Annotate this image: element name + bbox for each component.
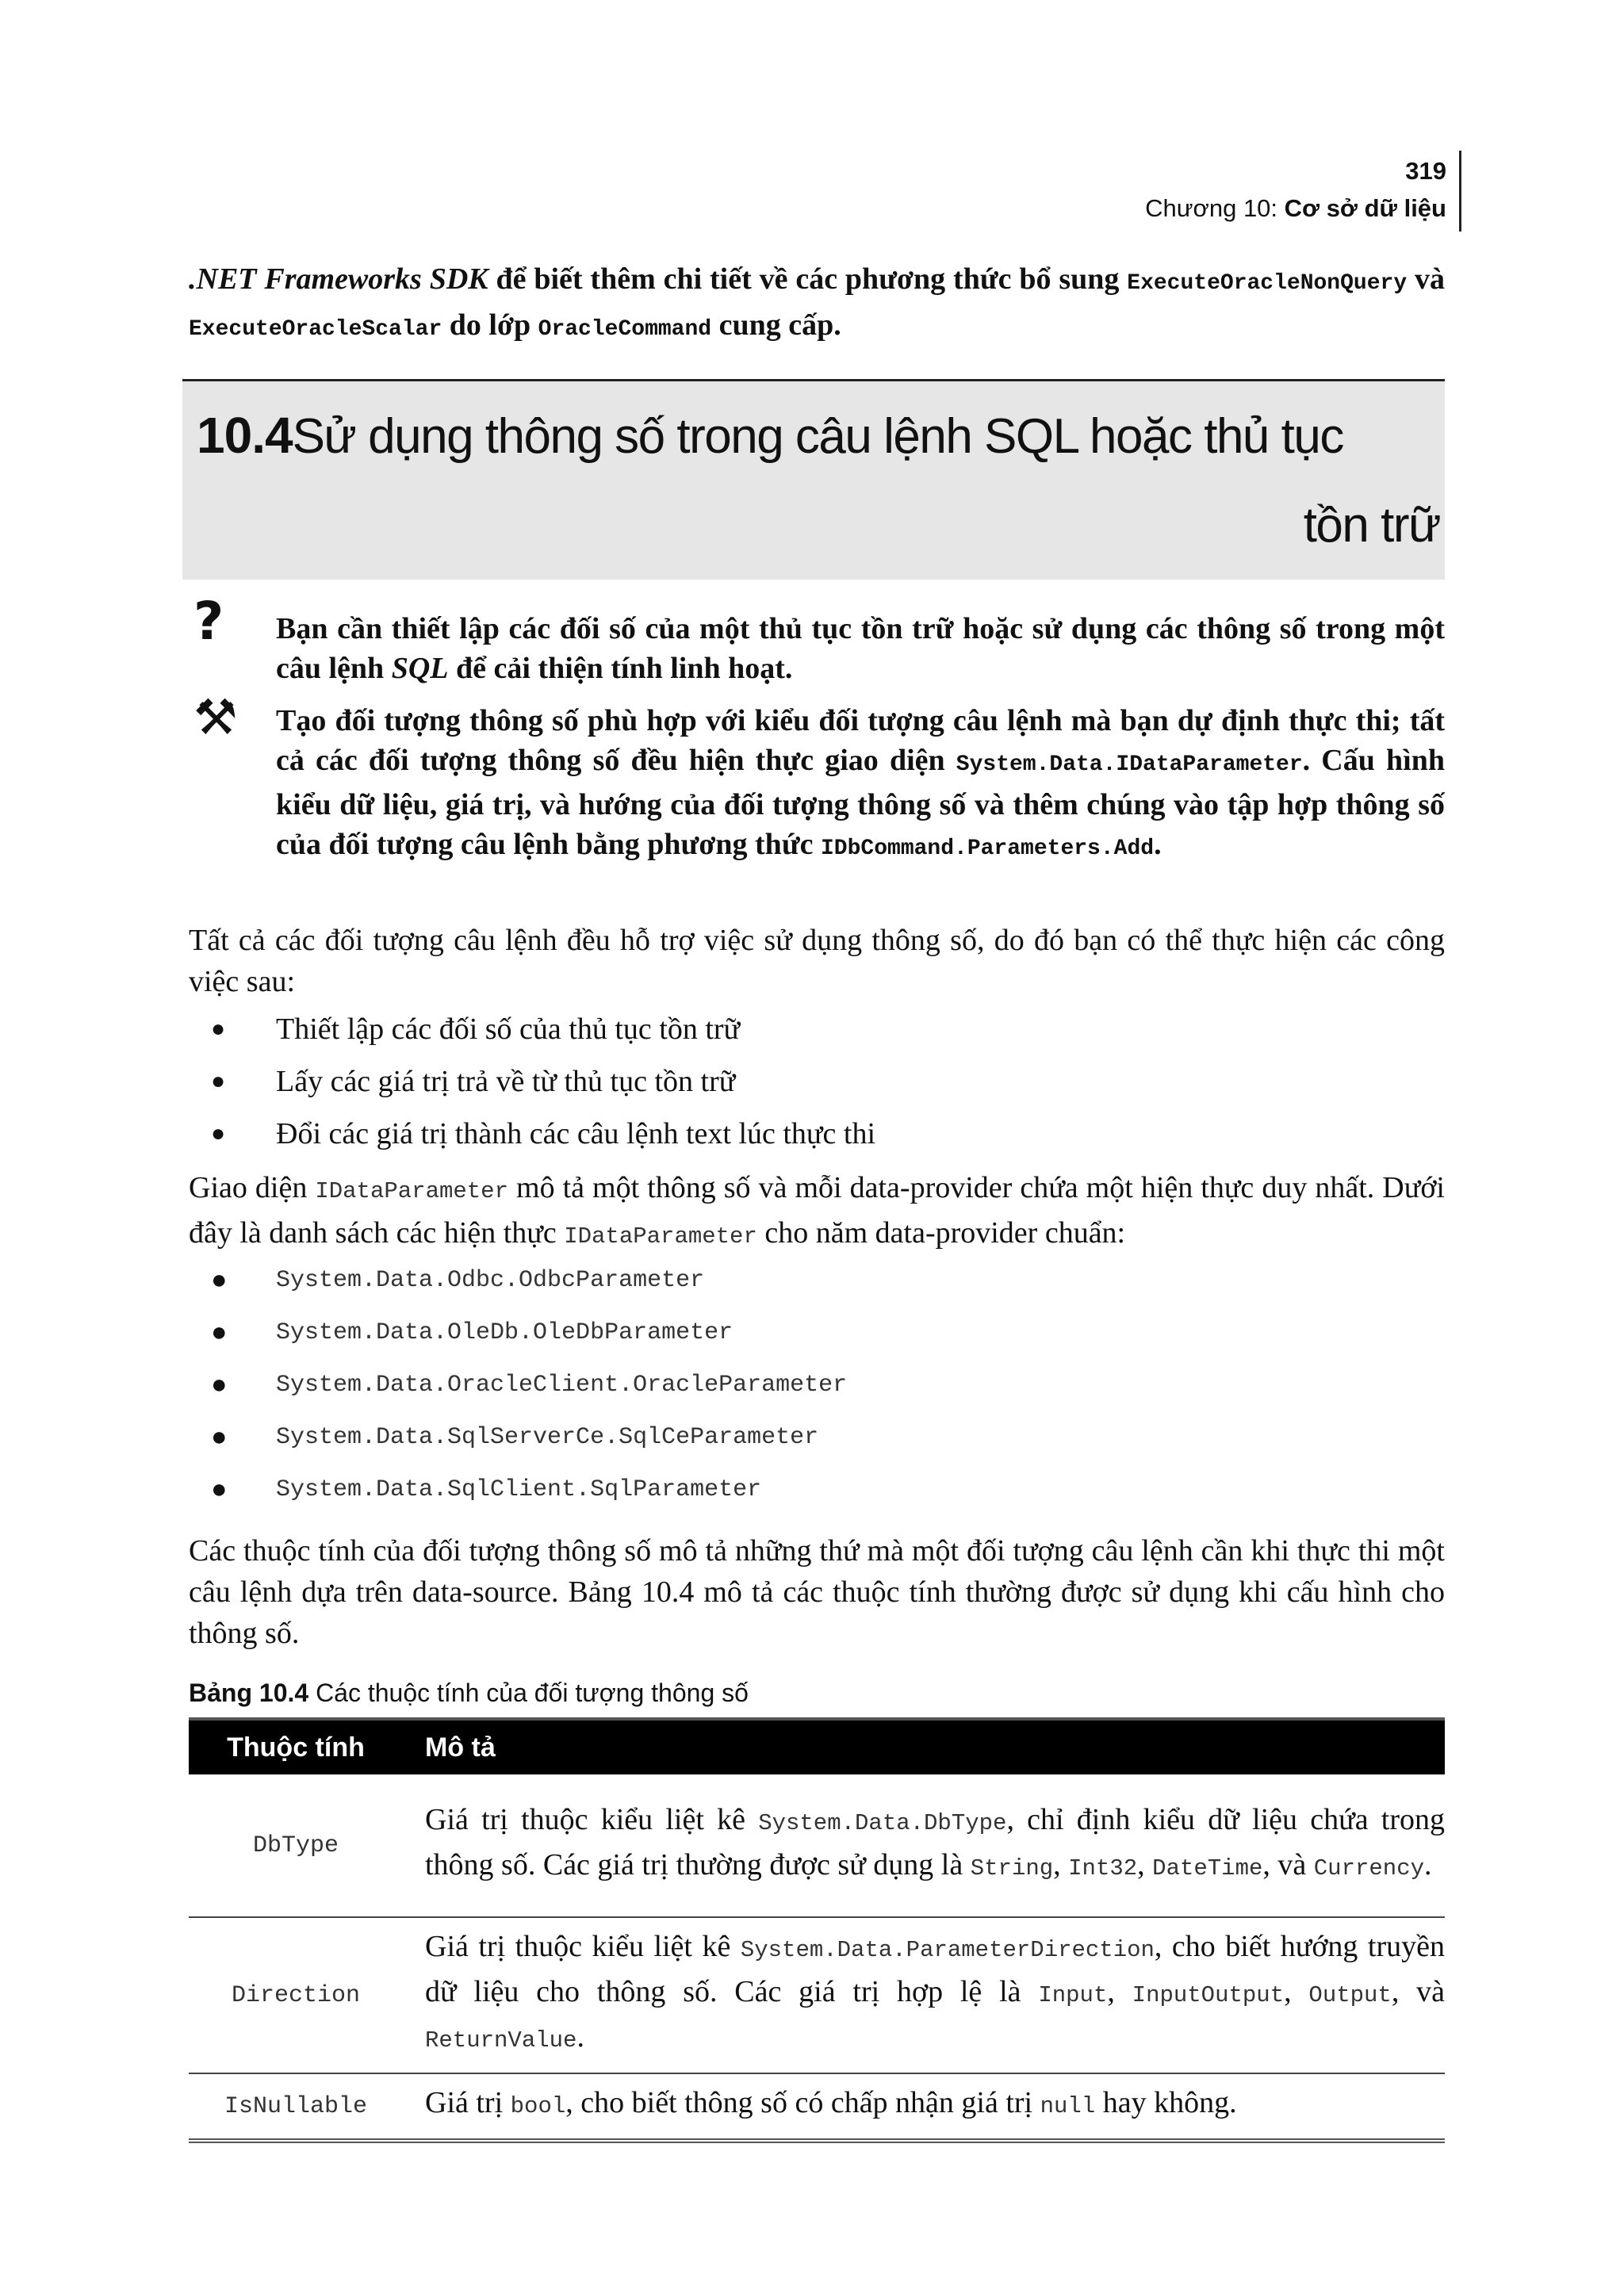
table-row bbox=[189, 1917, 1445, 2073]
table-caption bbox=[189, 1676, 749, 1709]
body-paragraph: Các thuộc tính của đối tượng thông số mô tả những thứ mà một đối tượng câu lệnh cần khi thực thi một câu lệnh dựa trên data-source. Bảng 10.4 mô tả các thuộc tính thường được sử dụng khi cấu hình cho thông số. bbox=[189, 1534, 1445, 1650]
desc-code: DateTime bbox=[1152, 1855, 1263, 1881]
desc-text: , bbox=[1137, 1847, 1153, 1881]
problem-text: để cải thiện tính linh hoạt. bbox=[448, 652, 793, 685]
desc-code: Output bbox=[1308, 1982, 1392, 2008]
bullet-icon: ● bbox=[211, 1016, 226, 1042]
desc-text: , bbox=[1284, 1975, 1309, 2008]
section-title-line2: tồn trữ bbox=[1303, 498, 1440, 553]
bullet-icon: ● bbox=[211, 1318, 228, 1347]
desc-text: . bbox=[1424, 1847, 1432, 1881]
desc-code: Currency bbox=[1313, 1855, 1425, 1881]
header-rule bbox=[1459, 151, 1461, 232]
problem-text: Bạn cần thiết lập các đối số của một thủ tục tồn trữ hoặc sử dụng các thông số trong một câu lệnh bbox=[276, 612, 1445, 685]
running-header bbox=[1145, 155, 1446, 225]
desc-text: hay không. bbox=[1095, 2086, 1237, 2119]
para-text: Giao diện bbox=[189, 1171, 316, 1204]
table-row bbox=[189, 1774, 1445, 1917]
table-header-row bbox=[189, 1721, 1445, 1774]
solution-statement bbox=[276, 701, 1445, 869]
solution-text: . bbox=[1154, 828, 1162, 861]
desc-text: . bbox=[576, 2020, 584, 2054]
list-item bbox=[211, 1009, 875, 1061]
intro-code: OracleCommand bbox=[538, 317, 712, 342]
para-code: IDataParameter bbox=[315, 1178, 508, 1204]
list-item bbox=[211, 1061, 875, 1113]
bullet-icon: ● bbox=[211, 1422, 228, 1452]
bullet-icon: ● bbox=[211, 1120, 226, 1146]
bullet-icon: ● bbox=[211, 1068, 226, 1094]
section-title-line1 bbox=[197, 404, 1343, 469]
intro-text: cung cấp. bbox=[711, 308, 841, 342]
table-caption-text: Các thuộc tính của đối tượng thông số bbox=[308, 1679, 749, 1707]
para-text: cho năm data-provider chuẩn: bbox=[756, 1216, 1126, 1250]
desc-text: , chỉ định kiểu dữ liệu chứa trong thông số. Các giá trị thường được sử dụng là bbox=[425, 1802, 1445, 1881]
desc-code: ReturnValue bbox=[425, 2027, 577, 2054]
problem-sql: SQL bbox=[391, 652, 449, 685]
property-name: Direction bbox=[189, 1917, 403, 2073]
list-item-code: System.Data.SqlServerCe.SqlCeParameter bbox=[276, 1424, 819, 1451]
list-item-code: System.Data.Odbc.OdbcParameter bbox=[276, 1267, 705, 1294]
properties-table bbox=[189, 1717, 1445, 2143]
desc-code: Int32 bbox=[1068, 1855, 1138, 1881]
intro-text: để biết thêm chi tiết về các phương thức bổ sung bbox=[488, 262, 1128, 296]
solution-code: IDbCommand.Parameters.Add bbox=[821, 836, 1155, 861]
list-item bbox=[211, 1419, 847, 1472]
body-paragraph: Tất cả các đối tượng câu lệnh đều hỗ trợ việc sử dụng thông số, do đó bạn có thể thực hiện các công việc sau: bbox=[189, 924, 1445, 998]
property-name: IsNullable bbox=[189, 2073, 403, 2141]
intro-code: ExecuteOracleNonQuery bbox=[1127, 271, 1408, 296]
bullet-icon: ● bbox=[211, 1475, 228, 1504]
section-title-text: Sử dụng thông số trong câu lệnh SQL hoặc thủ tục bbox=[292, 409, 1343, 464]
list-item bbox=[211, 1472, 847, 1524]
para-text: mô tả một thông số và mỗi data-provider chứa một hiện thực duy nhất. Dưới đây là danh sách các hiện thực bbox=[189, 1171, 1445, 1250]
table bbox=[189, 1721, 1445, 2143]
problem-statement bbox=[276, 609, 1445, 688]
desc-text: , bbox=[1053, 1847, 1069, 1881]
desc-text: , cho biết thông số có chấp nhận giá trị bbox=[565, 2086, 1040, 2119]
intro-text: do lớp bbox=[442, 308, 538, 342]
list-item-text: Thiết lập các đối số của thủ tục tồn trữ bbox=[276, 1013, 741, 1046]
column-header-description: Mô tả bbox=[403, 1721, 1445, 1774]
solution-code: System.Data.IDataParameter bbox=[956, 752, 1303, 777]
list-item-text: Đổi các giá trị thành các câu lệnh text lúc thực thi bbox=[276, 1117, 876, 1150]
chapter-prefix: Chương 10: bbox=[1145, 194, 1285, 222]
desc-text: , bbox=[1107, 1975, 1132, 2008]
list-item bbox=[211, 1262, 847, 1315]
chapter-name: Cơ sở dữ liệu bbox=[1284, 194, 1446, 222]
bullet-icon: ● bbox=[211, 1265, 228, 1295]
bullet-icon: ● bbox=[211, 1370, 228, 1399]
desc-code: String bbox=[970, 1855, 1054, 1881]
tools-icon: ⚒ bbox=[193, 688, 238, 746]
list-item-text: Lấy các giá trị trả về từ thủ tục tồn trữ bbox=[276, 1065, 736, 1098]
table-row bbox=[189, 2073, 1445, 2141]
property-description bbox=[403, 1774, 1445, 1917]
desc-text: , cho biết hướng truyền dữ liệu cho thông số. Các giá trị hợp lệ là bbox=[425, 1930, 1445, 2008]
desc-text: Giá trị thuộc kiểu liệt kê bbox=[425, 1930, 741, 1963]
desc-text: Giá trị thuộc kiểu liệt kê bbox=[425, 1802, 759, 1836]
chapter-title bbox=[1145, 192, 1446, 225]
property-name: DbType bbox=[189, 1774, 403, 1917]
solution-text: . Cấu hình kiểu dữ liệu, giá trị, và hướng của đối tượng thông số và thêm chúng vào tập hợp thông số của đối tượng câu lệnh bằng phương thức bbox=[276, 744, 1445, 861]
desc-code: bool bbox=[510, 2093, 566, 2119]
column-header-property: Thuộc tính bbox=[189, 1721, 403, 1774]
desc-code: InputOutput bbox=[1132, 1982, 1285, 2008]
desc-code: Input bbox=[1038, 1982, 1108, 2008]
provider-class-list bbox=[211, 1262, 847, 1524]
task-list bbox=[211, 1009, 875, 1166]
list-item-code: System.Data.OleDb.OleDbParameter bbox=[276, 1319, 733, 1346]
desc-text: , và bbox=[1391, 1975, 1446, 2008]
table-caption-label: Bảng 10.4 bbox=[189, 1679, 309, 1707]
desc-text: , và bbox=[1262, 1847, 1314, 1881]
desc-code: null bbox=[1040, 2093, 1096, 2119]
intro-text: và bbox=[1407, 262, 1445, 296]
section-number: 10.4 bbox=[197, 407, 293, 464]
question-icon: ? bbox=[193, 591, 224, 652]
body-paragraph bbox=[189, 1167, 1445, 1258]
list-item bbox=[211, 1113, 875, 1166]
intro-sdk-name: .NET Frameworks SDK bbox=[189, 262, 488, 296]
list-item bbox=[211, 1367, 847, 1419]
page-number: 319 bbox=[1405, 157, 1446, 185]
property-description bbox=[403, 1917, 1445, 2073]
property-description bbox=[403, 2073, 1445, 2141]
solution-text: Tạo đối tượng thông số phù hợp với kiểu đối tượng câu lệnh mà bạn dự định thực thi; tất cả các đối tượng thông số đều hiện thực giao diện bbox=[276, 704, 1445, 777]
desc-code: System.Data.DbType bbox=[758, 1809, 1007, 1836]
section-heading bbox=[182, 379, 1445, 580]
list-item-code: System.Data.SqlClient.SqlParameter bbox=[276, 1476, 762, 1503]
desc-text: Giá trị bbox=[425, 2086, 511, 2119]
desc-code: System.Data.ParameterDirection bbox=[740, 1937, 1155, 1963]
list-item bbox=[211, 1315, 847, 1367]
intro-paragraph bbox=[189, 258, 1445, 350]
list-item-code: System.Data.OracleClient.OracleParameter bbox=[276, 1372, 848, 1399]
intro-code: ExecuteOracleScalar bbox=[189, 317, 442, 342]
para-code: IDataParameter bbox=[564, 1223, 757, 1250]
